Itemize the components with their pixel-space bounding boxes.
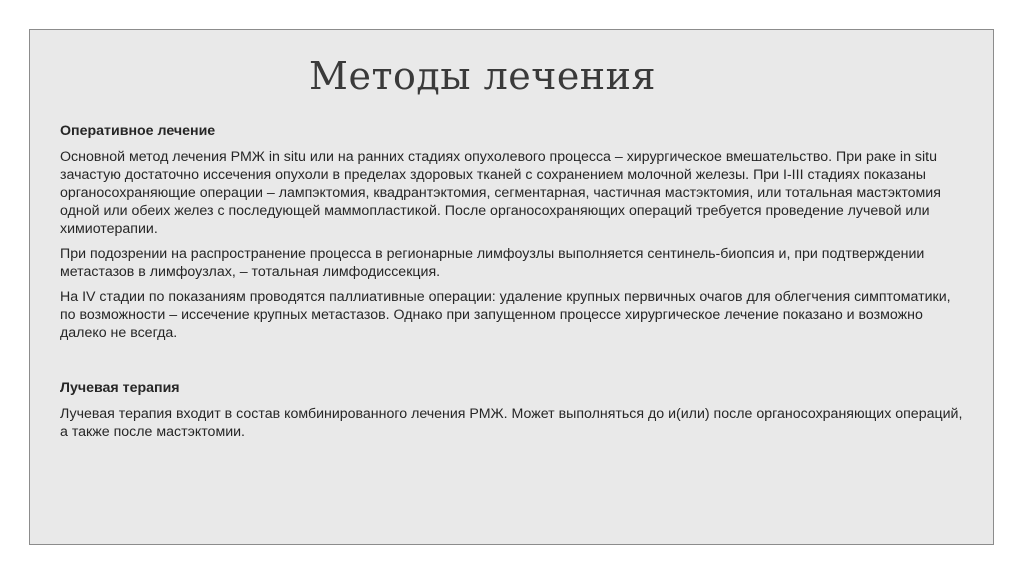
paragraph-stage-iv: На IV стадии по показаниям проводятся паллиативные операции: удаление крупных первичных очагов для облегчения симптоматики, по возможности – иссечение крупных метастазов. Однако при запущенном процессе хирургическое лечение показано и возможно далеко не всегда. xyxy=(60,289,951,341)
section-spacer xyxy=(60,349,965,379)
slide-body xyxy=(60,122,965,448)
section-heading-surgery: Оперативное лечение xyxy=(60,123,216,139)
paragraph-surgery-main: Основной метод лечения РМЖ in situ или на ранних стадиях опухолевого процесса – хирургическое вмешательство. При раке in situ зачастую достаточно иссечения опухоли в пределах здоровых тканей с сохранением молочной железы. При I-III стадиях показаны органосохраняющие операции – лампэктомия, квадрантэктомия, сегментарная, частичная мастэктомия, или тотальная мастэктомия одной или обеих желез с последующей маммопластикой. После органосохраняющих операций требуется проведение лучевой или химиотерапии. xyxy=(60,149,941,237)
section-heading-radiotherapy: Лучевая терапия xyxy=(60,380,180,396)
slide-title: Методы лечения xyxy=(309,54,656,98)
paragraph-radiotherapy: Лучевая терапия входит в состав комбинированного лечения РМЖ. Может выполняться до и(или) после органосохраняющих операций, а также после мастэктомии. xyxy=(60,406,963,440)
paragraph-sentinel-biopsy: При подозрении на распространение процесса в регионарные лимфоузлы выполняется сентинель-биопсия и, при подтверждении метастазов в лимфоузлах, – тотальная лимфодиссекция. xyxy=(60,246,925,280)
slide-frame xyxy=(29,29,994,545)
